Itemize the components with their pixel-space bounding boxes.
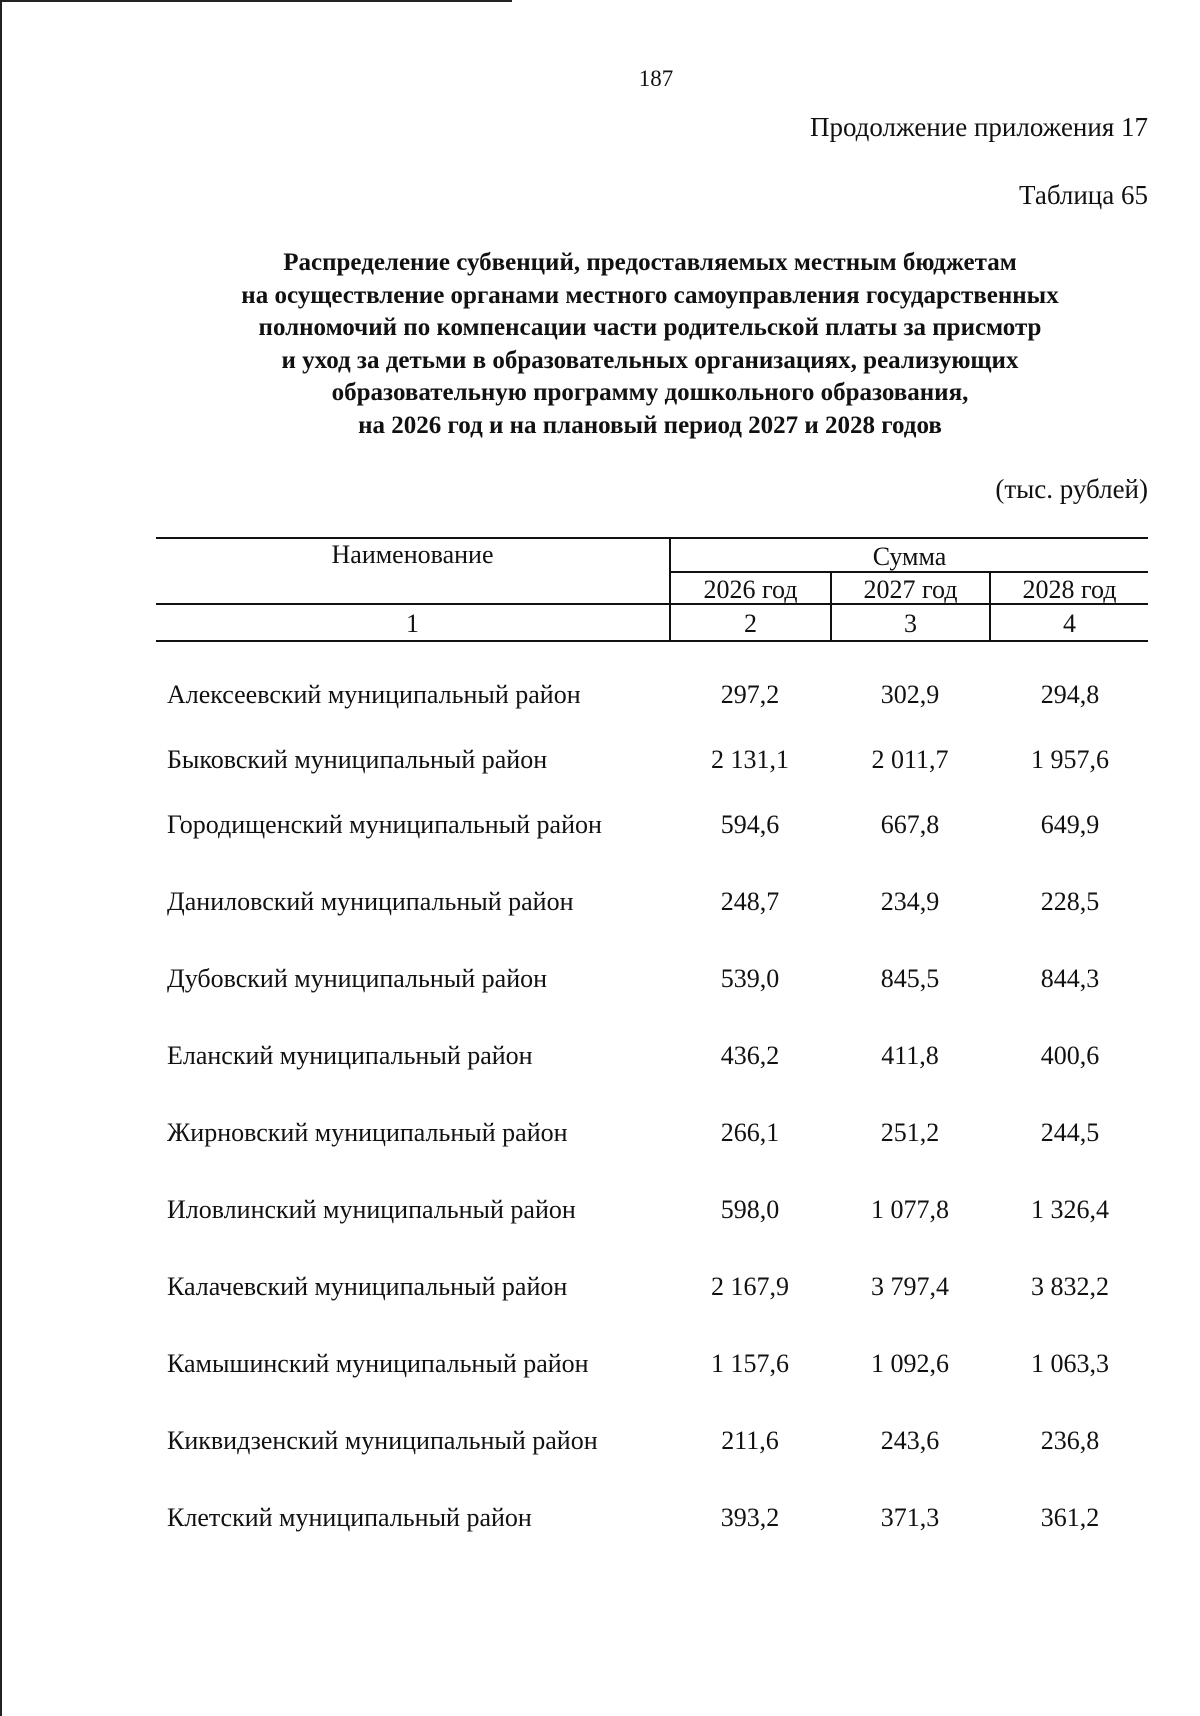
row-value-2026: 2 167,9	[711, 1272, 789, 1301]
row-name: Дубовский муниципальный район	[167, 964, 548, 993]
row-value-2026: 393,2	[720, 1503, 780, 1532]
header-name: Наименование	[331, 540, 494, 569]
row-value-2027: 667,8	[880, 810, 940, 839]
row-name: Жирновский муниципальный район	[167, 1118, 568, 1147]
row-value-2028: 361,2	[1040, 1503, 1100, 1532]
row-value-2026: 1 157,6	[711, 1349, 789, 1378]
row-value-2027: 845,5	[880, 964, 940, 993]
row-value-2028: 400,6	[1040, 1041, 1100, 1070]
row-value-2027: 251,2	[880, 1118, 940, 1147]
units-label: (тыс. рублей)	[995, 474, 1148, 504]
row-value-2028: 3 832,2	[1031, 1272, 1109, 1301]
row-value-2026: 436,2	[720, 1041, 780, 1070]
row-name: Иловлинский муниципальный район	[167, 1195, 576, 1224]
row-value-2028: 244,5	[1040, 1118, 1100, 1147]
row-value-2027: 1 092,6	[871, 1349, 949, 1378]
row-value-2026: 248,7	[720, 887, 780, 916]
row-value-2027: 2 011,7	[871, 745, 949, 774]
row-value-2027: 1 077,8	[871, 1195, 949, 1224]
row-value-2026: 598,0	[720, 1195, 780, 1224]
header-bottom-rule	[156, 640, 1148, 642]
title-line: на 2026 год и на плановый период 2027 и 2028 годов	[358, 411, 942, 439]
row-name: Даниловский муниципальный район	[167, 887, 574, 916]
row-value-2028: 1 326,4	[1031, 1195, 1109, 1224]
row-value-2027: 371,3	[880, 1503, 940, 1532]
column-number: 1	[406, 609, 419, 638]
row-name: Алексеевский муниципальный район	[167, 680, 581, 709]
header-year-2028: 2028 год	[1022, 575, 1117, 604]
header-year-2027: 2027 год	[863, 575, 958, 604]
row-value-2026: 297,2	[720, 680, 780, 709]
scan-edge-left	[0, 0, 2, 1716]
header-top-rule	[156, 537, 1148, 539]
row-name: Киквидзенский муниципальный район	[167, 1426, 598, 1455]
row-name: Еланский муниципальный район	[167, 1041, 533, 1070]
row-value-2026: 211,6	[721, 1426, 779, 1455]
row-value-2028: 294,8	[1040, 680, 1100, 709]
header-year-2026: 2026 год	[703, 575, 798, 604]
table-label: Таблица 65	[1019, 180, 1148, 210]
column-number: 4	[1063, 609, 1076, 638]
row-value-2028: 236,8	[1040, 1426, 1100, 1455]
row-value-2027: 302,9	[880, 680, 940, 709]
appendix-continuation: Продолжение приложения 17	[809, 112, 1148, 142]
row-value-2026: 594,6	[720, 810, 780, 839]
row-value-2027: 411,8	[881, 1041, 939, 1070]
title-line: Распределение субвенций, предоставляемых местным бюджетам	[283, 249, 1017, 276]
title-line: на осуществление органами местного самоуправления государственных	[241, 281, 1059, 309]
row-name: Калачевский муниципальный район	[167, 1272, 568, 1301]
header-sum: Сумма	[872, 542, 947, 571]
row-value-2028: 228,5	[1040, 887, 1100, 916]
row-value-2028: 1 957,6	[1031, 745, 1109, 774]
row-name: Быковский муниципальный район	[167, 745, 548, 774]
row-value-2027: 243,6	[880, 1426, 940, 1455]
row-name: Камышинский муниципальный район	[167, 1349, 589, 1378]
column-number: 2	[744, 609, 757, 638]
row-name: Городищенский муниципальный район	[167, 810, 602, 839]
row-value-2028: 844,3	[1040, 964, 1100, 993]
row-value-2028: 1 063,3	[1031, 1349, 1109, 1378]
row-value-2026: 539,0	[720, 964, 780, 993]
scan-edge-top	[0, 0, 512, 2]
page-number: 187	[638, 66, 674, 91]
title-line: и уход за детьми в образовательных организациях, реализующих	[281, 346, 1019, 374]
row-value-2026: 2 131,1	[711, 745, 789, 774]
row-value-2028: 649,9	[1040, 810, 1100, 839]
title-line: полномочий по компенсации части родительской платы за присмотр	[258, 314, 1042, 341]
row-value-2027: 3 797,4	[871, 1272, 949, 1301]
title-line: образовательную программу дошкольного образования,	[331, 379, 969, 406]
table-title	[150, 247, 1150, 442]
row-value-2027: 234,9	[880, 887, 940, 916]
row-name: Клетский муниципальный район	[167, 1503, 532, 1532]
column-number: 3	[904, 609, 917, 638]
row-value-2026: 266,1	[720, 1118, 780, 1147]
